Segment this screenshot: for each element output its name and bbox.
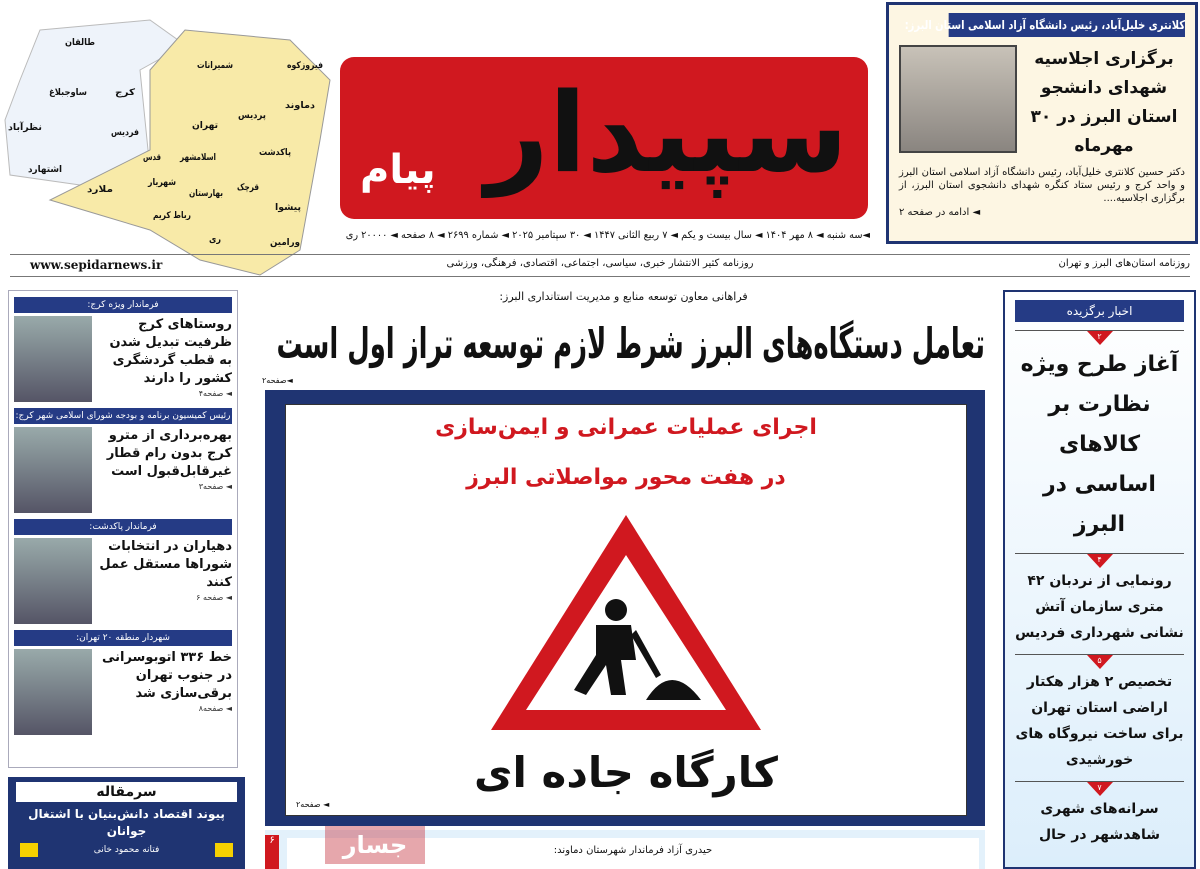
feature-box[interactable] [265, 390, 985, 826]
top-story-more-link[interactable]: ◄ ادامه در صفحه ۲ [899, 207, 981, 218]
selected-news-item[interactable] [1015, 777, 1184, 848]
selected-news-item[interactable] [1015, 326, 1184, 545]
page-ref: ◄ صفحه۲ [296, 800, 330, 809]
watermark: جسار [325, 826, 425, 864]
editorial-headline[interactable]: پیوند اقتصاد دانش‌بنیان با اشتغال جوانان [28, 807, 225, 838]
map-label: پیشوا [275, 203, 301, 213]
top-story-photo [899, 45, 1017, 153]
news-photo [14, 649, 92, 735]
quote-icon [20, 843, 38, 857]
triangle-marker-icon [1087, 655, 1113, 669]
map-label: قرچک [237, 183, 260, 193]
news-kicker: فرماندار پاکدشت: [14, 519, 232, 535]
quote-icon [215, 843, 233, 857]
map-label: رباط کریم [153, 211, 191, 221]
map-label: فیروزکوه [287, 61, 324, 71]
news-photo [14, 427, 92, 513]
map-label: شمیرانات [197, 61, 234, 71]
triangle-marker-icon [1087, 554, 1113, 568]
selected-news-title: اخبار برگزیده [1015, 300, 1184, 322]
page-ref: ◄ صفحه۳ [198, 482, 232, 491]
feature-subtitle: در هفت محور مواصلاتی البرز [466, 465, 786, 490]
news-headline[interactable]: دهیاران در انتخابات شوراها مستقل عمل کنند [99, 539, 232, 590]
map-label: پاکدشت [259, 148, 291, 158]
news-headline[interactable]: خط ۳۳۶ اتوبوسرانی در جنوب تهران برقی‌سازی شد [101, 650, 232, 701]
news-headline[interactable]: روستاهای کرج ظرفیت تبدیل شدن به قطب گردشگری کشور را دارند [109, 317, 232, 386]
page-ref: ◄صفحه۲ [262, 376, 293, 385]
strip-kicker: حیدری آزاد فرماندار شهرستان دماوند: [287, 838, 979, 869]
divider [10, 254, 1190, 255]
selected-news-item[interactable] [1015, 650, 1184, 773]
logo-main: سپیدار [485, 69, 848, 197]
subheader [10, 258, 1190, 274]
news-kicker: شهردار منطقه ۲۰ تهران: [14, 630, 232, 646]
triangle-marker-icon [1087, 331, 1113, 345]
left-news-item[interactable] [14, 408, 232, 513]
road-work-sign-icon [486, 510, 766, 740]
map-label: قدس [143, 153, 162, 163]
left-news-item[interactable] [14, 297, 232, 402]
top-story-body: دکتر حسین کلانتری خلیل‌آباد، رئیس دانشگاه آزاد اسلامی استان البرز و واحد کرج و رئیس ستاد کنگره شهدای دانشجوی استان البرز، از برگزاری اجلاسیه.... [899, 167, 1185, 204]
masthead-logo [340, 57, 868, 219]
divider [10, 276, 1190, 277]
editorial-title: سرمقاله [16, 782, 237, 802]
left-news-item[interactable] [14, 630, 232, 735]
map-label: تهران [192, 121, 218, 131]
map-label: ساوجبلاغ [49, 88, 88, 98]
news-headline[interactable]: بهره‌برداری از مترو کرج بدون رام قطار غیرقابل‌قبول است [106, 428, 232, 479]
map-label: پردیس [238, 111, 266, 121]
news-headline[interactable]: رونمایی از نردبان ۴۲ متری سازمان آتش نشانی شهرداری فردیس [1015, 573, 1184, 641]
news-kicker: رئیس کمیسیون برنامه و بودجه شورای اسلامی شهر کرج: [14, 408, 232, 424]
map-label: نظرآباد [8, 123, 41, 133]
map-label: کرج [115, 88, 136, 98]
top-story-headline[interactable]: برگزاری اجلاسیه شهدای دانشجو استان البرز در ۳۰ مهرماه [1030, 49, 1178, 156]
map-label: اسلامشهر [179, 153, 216, 163]
dateline: ◄سه شنبه ◄ ۸ مهر ۱۴۰۴ ◄ سال بیست و یکم ◄ ۷ ربیع الثانی ۱۴۴۷ ◄ ۳۰ سپتامبر ۲۰۲۵ ◄ شماره ۲۶۹۹ ◄ ۸ صفحه ◄ ۲۰۰۰۰ ری [345, 230, 870, 241]
page-ref: ◄ صفحه۴ [198, 389, 232, 398]
page-number: ۷ [1097, 783, 1102, 792]
feature-title: اجرای عملیات عمرانی و ایمن‌سازی [435, 415, 817, 440]
editorial-author: فتانه محمود خانی [93, 845, 160, 855]
map-label: دماوند [285, 101, 316, 111]
map-label: طالقان [65, 38, 95, 48]
news-photo [14, 538, 92, 624]
page-tab: ۶ [265, 835, 279, 869]
news-kicker: فرماندار ویژه کرج: [14, 297, 232, 313]
left-column [8, 290, 238, 768]
website-link[interactable]: www.sepidarnews.ir [30, 258, 163, 272]
sign-caption: کارگاه جاده ای [474, 748, 778, 797]
top-story[interactable] [886, 2, 1198, 244]
map-label: ملارد [87, 185, 113, 195]
map-label: اشتهارد [28, 165, 62, 175]
map-label: شهریار [147, 178, 177, 188]
news-headline[interactable]: تخصیص ۲ هزار هکتار اراضی استان تهران برای ساخت نیروگاه های خورشیدی [1015, 674, 1184, 768]
selected-news-item[interactable] [1015, 549, 1184, 646]
left-news-item[interactable] [14, 519, 232, 624]
news-photo [14, 316, 92, 402]
province-map [0, 0, 335, 280]
main-headline[interactable]: تعامل دستگاه‌های البرز شرط لازم توسعه تراز اول است [276, 319, 985, 368]
news-headline[interactable]: آغاز طرح ویژه نظارت بر کالاهای اساسی در البرز [1020, 352, 1179, 537]
triangle-marker-icon [1087, 782, 1113, 796]
selected-news [1003, 290, 1196, 869]
editorial[interactable] [8, 777, 245, 869]
bottom-news-strip[interactable] [265, 830, 985, 869]
page-ref: ◄ صفحه ۶ [196, 593, 232, 602]
main-kicker: فراهانی معاون توسعه منابع و مدیریت استانداری البرز: [499, 290, 748, 303]
page-number: ۴ [1097, 555, 1102, 564]
page-number: ۵ [1097, 656, 1102, 665]
logo-sub: پیام [360, 147, 436, 193]
map-label: ری [209, 235, 221, 245]
map-label: فردیس [111, 128, 140, 138]
map-label: بهارستان [189, 189, 223, 199]
page-ref: ◄ صفحه۸ [198, 704, 232, 713]
news-headline[interactable]: سرانه‌های شهری شاهدشهر در حال [1038, 801, 1161, 843]
province-label: روزنامه استان‌های البرز و تهران [1058, 258, 1190, 269]
map-label: ورامین [270, 238, 300, 248]
page-number: ۲ [1097, 332, 1102, 341]
top-story-kicker: کلانتری خلیل‌آباد، رئیس دانشگاه آزاد اسلامی استان البرز: [949, 13, 1185, 37]
tagline: روزنامه کثیر الانتشار خبری، سیاسی، اجتماعی، اقتصادی، فرهنگی، ورزشی [446, 258, 754, 269]
